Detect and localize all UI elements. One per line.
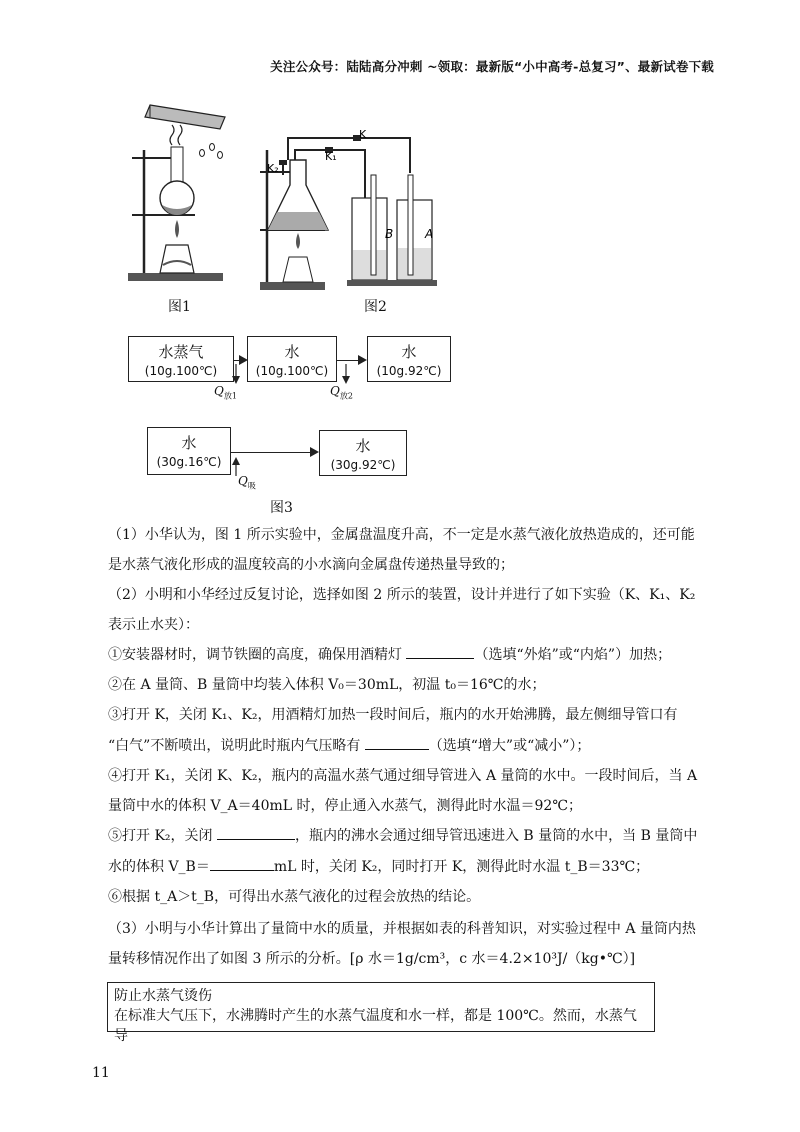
step-1-pre: ①安装器材时，调节铁圈的高度，确保用酒精灯 (108, 647, 407, 663)
step-5a (108, 827, 708, 845)
flow1-heat-arrows (228, 362, 368, 386)
step-5a-post: ，瓶内的沸水会通过细导管迅速进入 B 量筒的水中，当 B 量筒中 (294, 828, 698, 844)
para-2b: 表示止水夹）： (108, 617, 199, 633)
label-k1: K₁ (325, 150, 337, 163)
figure-1-label: 图1 (168, 299, 191, 315)
flow2-arrow (231, 452, 317, 453)
flow2-box-water-16-line2: (30g.16℃) (156, 455, 222, 469)
flow1-box-water-100-line1: 水 (284, 343, 300, 361)
blank-clamp[interactable] (217, 839, 295, 840)
flow2-q-sub: 吸 (247, 481, 256, 491)
step-4a: ④打开 K₁，关闭 K、K₂，瓶内的高温水蒸气通过细导管进入 A 量筒的水中。一段时间后，当 A (108, 768, 698, 784)
step-1-post: （选填“外焰”或“内焰”）加热； (474, 647, 672, 663)
para-1a: （1）小华认为，图 1 所示实验中，金属盘温度升高，不一定是水蒸气液化放热造成的，还可能 (108, 527, 695, 543)
flow2-box-water-92-line1: 水 (355, 437, 371, 455)
flow1-box-steam-line1: 水蒸气 (158, 343, 204, 361)
step-3b-pre: “白气”不断喷出，说明此时瓶内气压略有 (108, 738, 365, 754)
para-2a: （2）小明和小华经过反复讨论，选择如图 2 所示的装置，设计并进行了如下实验（K、K₁、K₂ (108, 587, 696, 603)
flow1-box-steam-line2: (10g.100℃) (144, 364, 218, 378)
step-2: ②在 A 量筒、B 量筒中均装入体积 V₀＝30mL，初温 t₀＝16℃的水； (108, 677, 546, 693)
page-header: 关注公众号：陆陆高分冲刺 ~领取：最新版“小中高考-总复习”、最新试卷下载 (270, 59, 714, 74)
flow1-q1-label (214, 384, 237, 401)
flow1-q1-main: Q (214, 384, 224, 398)
step-5b (108, 858, 708, 876)
flow1-arrow-2 (337, 360, 365, 361)
figure-2-apparatus (255, 130, 445, 295)
step-4b: 量筒中水的体积 V_A＝40mL 时，停止通入水蒸气，测得此时水温＝92℃； (108, 798, 582, 814)
step-5b-pre: 水的体积 V_B＝ (108, 859, 210, 875)
flow1-arrow-1 (234, 360, 246, 361)
flow2-q-label (238, 474, 256, 491)
figure-3-label: 图3 (270, 500, 293, 516)
blank-volume[interactable] (210, 870, 274, 871)
label-a: A (425, 227, 434, 241)
step-6: ⑥根据 t_A＞t_B，可得出水蒸气液化的过程会放热的结论。 (108, 889, 481, 905)
flow1-box-water-92 (367, 336, 451, 382)
page-number: 11 (92, 1065, 110, 1081)
step-5b-post: mL 时，关闭 K₂，同时打开 K，测得此时水温 t_B＝33℃； (273, 859, 650, 875)
label-k: K (359, 130, 367, 141)
step-5a-pre: ⑤打开 K₂，关闭 (108, 828, 217, 844)
science-info-line: 在标准大气压下，水沸腾时产生的水蒸气温度和水一样，都是 100℃。然而，水蒸气导 (114, 1008, 637, 1044)
label-b: B (385, 227, 394, 241)
flow1-q2-main: Q (330, 384, 340, 398)
flow1-box-water-92-line2: (10g.92℃) (376, 364, 442, 378)
flow1-box-steam (128, 336, 234, 382)
label-k2: K₂ (267, 162, 279, 175)
para-3a: （3）小明与小华计算出了量筒中水的质量，并根据如表的科普知识，对实验过程中 A 量筒内热 (108, 921, 696, 937)
para-3b: 量转移情况作出了如图 3 所示的分析。[ρ 水＝1g/cm³，c 水＝4.2×10³J/（kg•℃）] (108, 951, 636, 967)
flow1-q2-sub: 放2 (339, 391, 353, 401)
flow1-q2-label (330, 384, 353, 401)
flow1-q1-sub: 放1 (223, 391, 237, 401)
flow2-box-water-92 (319, 430, 407, 476)
science-info-box (107, 982, 655, 1044)
blank-pressure[interactable] (365, 749, 429, 750)
step-1 (108, 646, 708, 664)
blank-flame[interactable] (406, 658, 474, 659)
step-3a: ③打开 K，关闭 K₁、K₂，用酒精灯加热一段时间后，瓶内的水开始沸腾，最左侧细导管口有 (108, 707, 678, 723)
flow1-box-water-100-line2: (10g.100℃) (255, 364, 329, 378)
figure-1-apparatus (120, 95, 230, 290)
step-3b (108, 737, 708, 755)
science-info-title: 防止水蒸气烫伤 (114, 988, 212, 1004)
step-3b-post: （选填“增大”或“减小”）； (428, 738, 591, 754)
flow2-box-water-16-line1: 水 (181, 434, 197, 452)
figure-2-label: 图2 (364, 299, 387, 315)
flow2-q-main: Q (238, 474, 248, 488)
para-1b: 是水蒸气液化形成的温度较高的小水滴向金属盘传递热量导致的； (108, 557, 514, 573)
flow1-box-water-92-line1: 水 (401, 343, 417, 361)
flow2-box-water-92-line2: (30g.92℃) (330, 458, 396, 472)
flow2-box-water-16 (147, 427, 231, 475)
